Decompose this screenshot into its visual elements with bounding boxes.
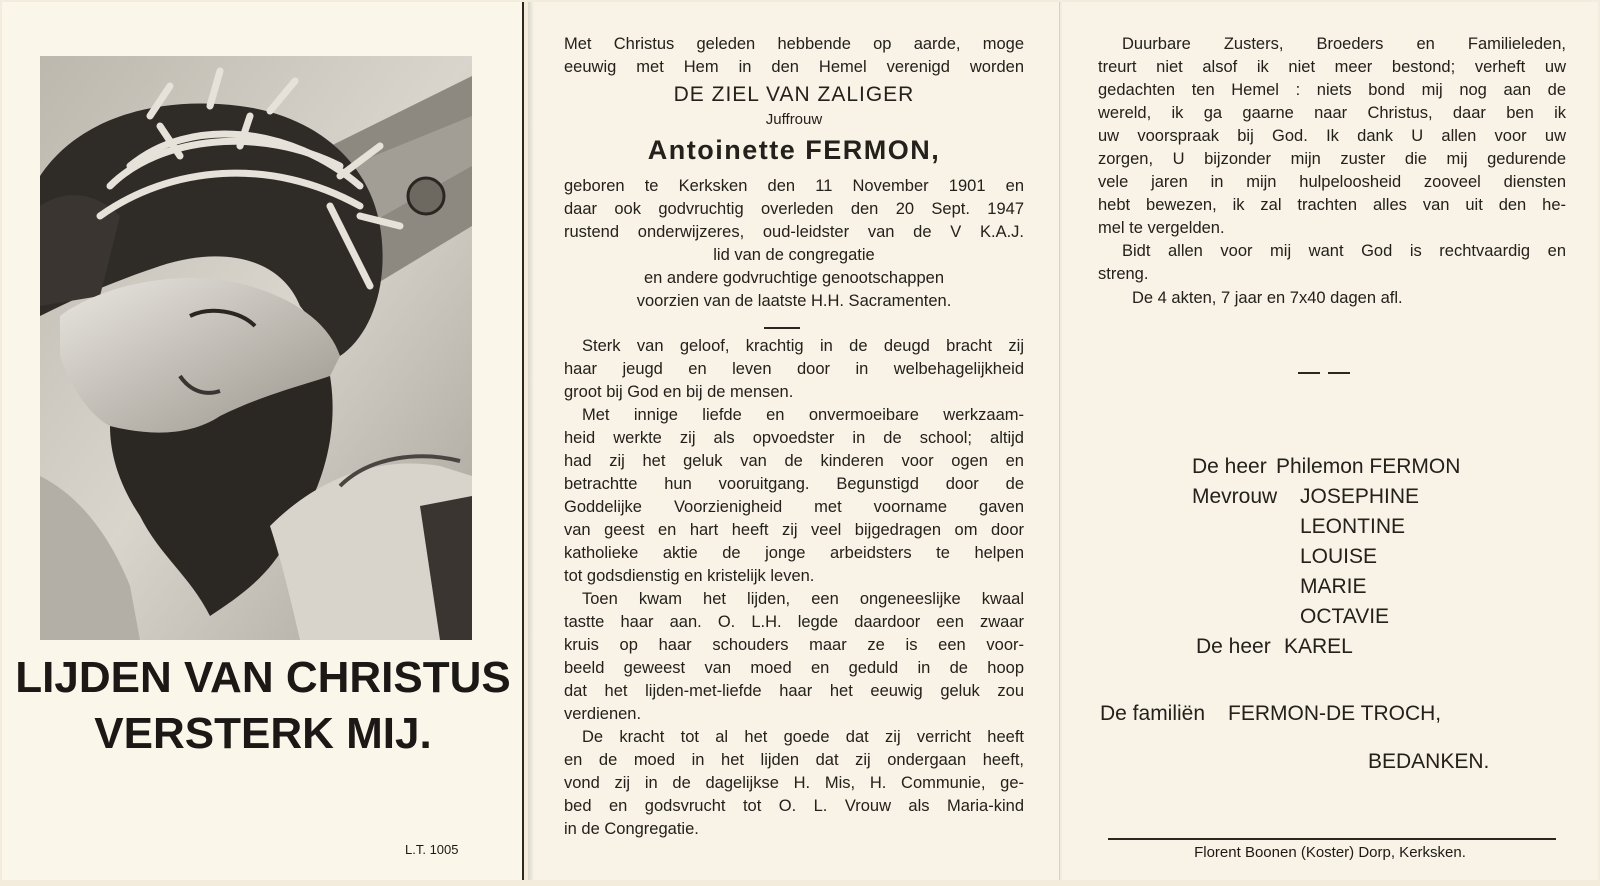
indulgence-line: De 4 akten, 7 jaar en 7x40 dagen afl. [1132, 289, 1403, 307]
para-line: dat het lijden-met-liefde haar het eeuwig geluk zou [564, 682, 1024, 700]
family-mr-prefix: De heer [1192, 455, 1267, 478]
para-line: tastte haar aan. O. L.H. legde daardoor een zwaar [564, 613, 1024, 631]
message-line: vele jaren in mijn hulpeloosheid zooveel diensten [1098, 173, 1566, 191]
family-mr2-prefix: De heer [1196, 635, 1271, 658]
message-line: Bidt allen voor mij want God is rechtvaardig en [1122, 242, 1566, 260]
separator-rule [764, 327, 800, 329]
family-mrs-prefix: Mevrouw [1192, 485, 1278, 508]
detail-line: lid van de congregatie [713, 246, 875, 264]
family-sister: LOUISE [1300, 545, 1378, 568]
para-line: en de moed in het lijden dat zij ondergaan heeft, [564, 751, 1024, 769]
message-line: zorgen, U bijzonder mijn zuster die mij gedurende [1098, 150, 1566, 168]
families-prefix: De familiën [1100, 702, 1206, 725]
detail-line: daar ook godvruchtig overleden den 20 Sept. 1947 [564, 200, 1024, 218]
separator-dash [1298, 372, 1320, 374]
deceased-title: Juffrouw [765, 111, 823, 128]
para-line: betrachtte hun vooruitgang. Begunstigd door de [564, 475, 1024, 493]
para-line: bed en godsvrucht tot O. L. Vrouw als Maria-kind [564, 797, 1024, 815]
message-line: uw voorspraak bij God. Ik dank U allen voor uw [1098, 127, 1566, 145]
intro-line: eeuwig met Hem in den Hemel verenigd worden [564, 58, 1024, 76]
thanks-line: BEDANKEN. [1368, 750, 1490, 773]
family-sister: MARIE [1300, 575, 1367, 598]
detail-line: geboren te Kerksken den 11 November 1901 en [564, 177, 1024, 195]
message-line: treurt niet alsof ik niet meer bestond; verheft uw [1098, 58, 1566, 76]
para-line: verdienen. [564, 705, 642, 723]
printer-line: Florent Boonen (Koster) Dorp, Kerksken. [1194, 844, 1466, 861]
para-line: tot godsdienstig en kristelijk leven. [564, 567, 815, 585]
family-sister: LEONTINE [1300, 515, 1406, 538]
para-line: van geest en hart heeft zij veel bijgedragen om door [564, 521, 1024, 539]
para-line: had zij het geluk van de kinderen voor ogen en [564, 452, 1024, 470]
deceased-name: Antoinette FERMON, [647, 135, 941, 165]
para-line: vond zij in de dagelijkse H. Mis, H. Communie, ge- [564, 774, 1024, 792]
message-line: Duurbare Zusters, Broeders en Familieleden, [1122, 35, 1566, 53]
para-line: in de Congregatie. [564, 820, 699, 838]
para-line: De kracht tot al het goede dat zij verricht heeft [582, 728, 1024, 746]
right-panel [1062, 2, 1598, 880]
family-sister: JOSEPHINE [1300, 485, 1420, 508]
para-line: kruis op haar schouders maar ze is een voor- [564, 636, 1024, 654]
para-line: Sterk van geloof, krachtig in de deugd bracht zij [582, 337, 1024, 355]
detail-line: rustend onderwijzeres, oud-leidster van de V K.A.J. [564, 223, 1024, 241]
para-line: Toen kwam het lijden, een ongeneeslijke kwaal [582, 590, 1024, 608]
family-sister: OCTAVIE [1300, 605, 1390, 628]
message-line: streng. [1098, 265, 1149, 283]
para-line: groot bij God en bij de mensen. [564, 383, 794, 401]
middle-panel [528, 2, 1060, 880]
families-name: FERMON-DE TROCH, [1228, 702, 1442, 725]
message-line: mel te vergelden. [1098, 219, 1225, 237]
christ-crown-of-thorns-illustration [40, 56, 472, 640]
front-panel [2, 2, 524, 880]
para-line: beeld geweest van moed en geduld in de hoop [564, 659, 1024, 677]
print-code: L.T. 1005 [405, 842, 459, 857]
motto-line-2: VERSTERK MIJ. [94, 709, 432, 758]
para-line: haar jeugd en leven door in welbehagelijkheid [564, 360, 1024, 378]
christ-illustration-svg [40, 56, 472, 640]
separator-dash [1328, 372, 1350, 374]
para-line: heid werkte zij als opvoedster in de school; altijd [564, 429, 1024, 447]
para-line: Goddelijke Voorzienigheid met voorname gaven [564, 498, 1024, 516]
family-mr2-name: KAREL [1284, 635, 1353, 658]
message-line: hebt bewezen, ik zal trachten alles van uit den he- [1098, 196, 1566, 214]
message-line: wereld, ik ga gaarne naar Christus, daar ben ik [1098, 104, 1566, 122]
intro-line: Met Christus geleden hebbende op aarde, moge [564, 35, 1024, 53]
motto-line-1: LIJDEN VAN CHRISTUS [15, 653, 511, 702]
message-line: gedachten ten Hemel : niets bond mij nog aan de [1098, 81, 1566, 99]
detail-line: voorzien van de laatste H.H. Sacramenten. [636, 292, 952, 310]
para-line: Met innige liefde en onvermoeibare werkzaam- [582, 406, 1024, 424]
printer-rule [1108, 838, 1556, 840]
para-line: katholieke aktie de jonge arbeidsters te helpen [564, 544, 1024, 562]
soul-line: DE ZIEL VAN ZALIGER [673, 83, 915, 106]
detail-line: en andere godvruchtige genootschappen [644, 269, 944, 287]
family-mr-name: Philemon FERMON [1276, 455, 1461, 478]
